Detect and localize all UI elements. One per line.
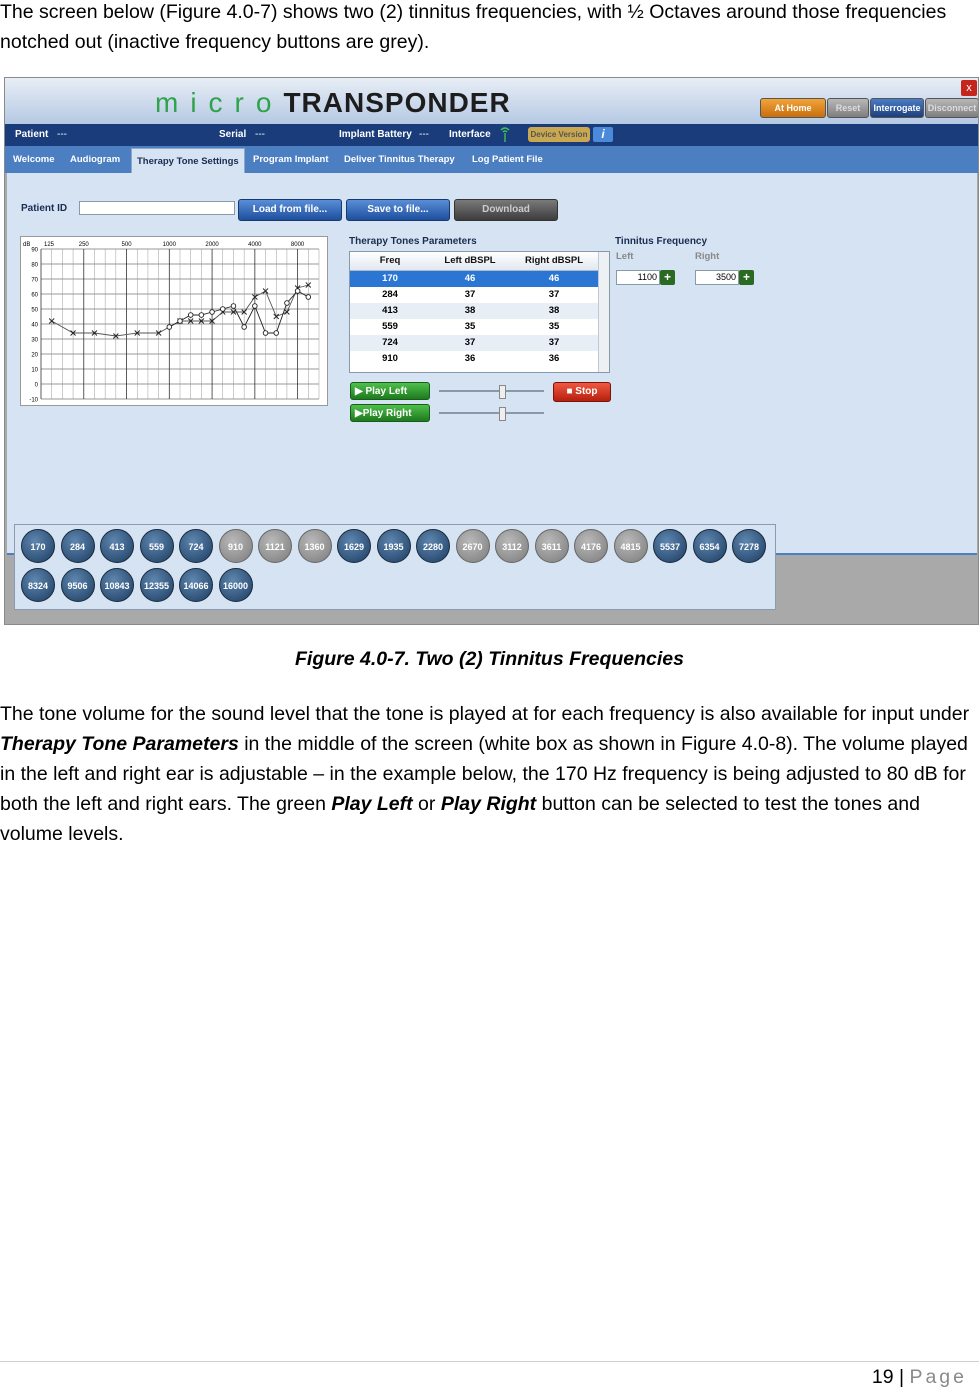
y-tick-label: 70 bbox=[31, 277, 38, 284]
x-tick-label: 4000 bbox=[248, 242, 262, 248]
y-axis-label: dB bbox=[23, 242, 31, 248]
x-tick-label: 8000 bbox=[290, 242, 305, 248]
freq-button-3611[interactable]: 3611 bbox=[535, 529, 569, 563]
disconnect-button[interactable]: Disconnect bbox=[925, 98, 979, 118]
page-number: 19 bbox=[871, 1366, 894, 1388]
body-text-1: The tone volume for the sound level that the tone is played at for each frequency is also available for input under bbox=[0, 703, 970, 725]
add-left-button[interactable]: + bbox=[660, 270, 675, 285]
data-point-o bbox=[253, 304, 258, 309]
stop-label: Stop bbox=[575, 386, 598, 397]
header-left-dbspl[interactable]: Left dBSPL bbox=[444, 255, 496, 266]
data-point-o bbox=[285, 301, 290, 306]
logo-transponder: TRANSPONDER bbox=[283, 87, 511, 118]
cell-freq: 284 bbox=[382, 289, 398, 300]
y-tick-label: 40 bbox=[31, 322, 38, 329]
footer-rule bbox=[0, 1361, 979, 1362]
freq-button-4176[interactable]: 4176 bbox=[574, 529, 608, 563]
save-to-file-button[interactable]: Save to file... bbox=[346, 199, 450, 221]
table-row[interactable] bbox=[350, 335, 598, 351]
data-point-o bbox=[199, 313, 204, 318]
header-right-dbspl[interactable]: Right dBSPL bbox=[524, 255, 584, 266]
table-header bbox=[350, 252, 598, 271]
play-right-label: Play Right bbox=[362, 408, 412, 419]
page-label: Page bbox=[909, 1366, 967, 1388]
table-row[interactable] bbox=[350, 287, 598, 303]
interrogate-button[interactable]: Interrogate bbox=[870, 98, 924, 118]
cell-freq: 170 bbox=[382, 273, 398, 284]
tinnitus-frequency-title: Tinnitus Frequency bbox=[615, 236, 708, 247]
tinnitus-right-input[interactable]: 3500 bbox=[695, 270, 739, 285]
cell-freq: 413 bbox=[382, 305, 398, 316]
y-tick-label: 20 bbox=[31, 352, 38, 359]
body-bold-play-right: Play Right bbox=[440, 793, 537, 815]
data-point-o bbox=[274, 331, 279, 336]
nav-tabs bbox=[5, 146, 978, 173]
freq-button-3112[interactable]: 3112 bbox=[495, 529, 529, 563]
tab-welcome[interactable]: Welcome bbox=[13, 154, 55, 165]
therapy-tones-table bbox=[349, 251, 610, 373]
cell-right[interactable]: 46 bbox=[548, 273, 560, 284]
download-button[interactable]: Download bbox=[454, 199, 558, 221]
x-tick-label: 125 bbox=[43, 242, 55, 248]
tinnitus-left-label: Left bbox=[616, 251, 634, 262]
tinnitus-left-input[interactable]: 1100 bbox=[616, 270, 660, 285]
header-freq[interactable]: Freq bbox=[379, 255, 401, 266]
cell-right[interactable]: 37 bbox=[548, 289, 560, 300]
cell-right[interactable]: 35 bbox=[548, 321, 560, 332]
serial-value: --- bbox=[255, 129, 265, 140]
close-button[interactable]: x bbox=[961, 80, 977, 96]
freq-button-1629[interactable]: 1629 bbox=[337, 529, 371, 563]
therapy-tone-panel bbox=[7, 173, 977, 591]
data-point-o bbox=[220, 307, 225, 312]
freq-button-5537[interactable]: 5537 bbox=[653, 529, 687, 563]
play-right-button[interactable]: ▶Play Right bbox=[350, 404, 430, 422]
data-point-o bbox=[263, 331, 268, 336]
tab-deliver-tinnitus-therapy[interactable]: Deliver Tinnitus Therapy bbox=[344, 154, 455, 165]
page-footer bbox=[872, 1366, 967, 1389]
cell-right[interactable]: 38 bbox=[548, 305, 560, 316]
cell-freq: 559 bbox=[382, 321, 398, 332]
at-home-button[interactable]: At Home bbox=[760, 98, 826, 118]
intro-paragraph: The screen below (Figure 4.0-7) shows two (2) tinnitus frequencies, with ½ Octaves around those frequencies notched out (inactive frequency buttons are grey). bbox=[0, 1, 947, 53]
freq-button-4815[interactable]: 4815 bbox=[614, 529, 648, 563]
data-point-o bbox=[231, 304, 236, 309]
audiogram-svg bbox=[21, 237, 327, 405]
device-version-button[interactable]: Device Version bbox=[528, 127, 590, 142]
tab-program-implant[interactable]: Program Implant bbox=[253, 154, 329, 165]
battery-label: Implant Battery bbox=[339, 129, 412, 140]
freq-button-16000[interactable]: 16000 bbox=[219, 568, 253, 602]
body-text-2: in the middle of the screen (white box as shown in Figure 4.0-8). The volume played in the left and right ear is adjustable – in the example below, the 170 Hz frequency is being adjusted to 80 dB for both the left and right ears. The green bbox=[0, 733, 968, 815]
freq-button-910[interactable]: 910 bbox=[219, 529, 253, 563]
y-tick-label: 60 bbox=[31, 292, 38, 299]
serial-label: Serial bbox=[219, 129, 247, 140]
frequency-buttons-panel bbox=[14, 524, 776, 610]
y-tick-label: -10 bbox=[29, 397, 38, 404]
freq-button-724[interactable]: 724 bbox=[179, 529, 213, 563]
data-point-o bbox=[167, 325, 172, 330]
left-volume-slider[interactable] bbox=[439, 390, 544, 392]
x-tick-label: 500 bbox=[121, 242, 132, 248]
therapy-tones-parameters-title: Therapy Tones Parameters bbox=[349, 236, 477, 247]
left-slider-thumb[interactable] bbox=[499, 385, 506, 399]
table-row[interactable] bbox=[350, 351, 598, 367]
x-tick-label: 250 bbox=[78, 242, 89, 248]
cell-left[interactable]: 37 bbox=[464, 289, 476, 300]
cell-left[interactable]: 36 bbox=[464, 353, 476, 364]
freq-button-284[interactable]: 284 bbox=[61, 529, 95, 563]
right-slider-thumb[interactable] bbox=[499, 407, 506, 421]
freq-button-7278[interactable]: 7278 bbox=[732, 529, 766, 563]
battery-value: --- bbox=[419, 129, 429, 140]
freq-button-9506[interactable]: 9506 bbox=[61, 568, 95, 602]
body-text-3: or bbox=[412, 793, 441, 815]
status-bar bbox=[5, 124, 978, 146]
body-text-4: button can be selected to test the tones and volume levels. bbox=[0, 793, 920, 845]
audiogram-chart bbox=[20, 236, 328, 406]
patient-id-input[interactable] bbox=[79, 201, 235, 215]
patient-id-label: Patient ID bbox=[21, 203, 68, 214]
freq-button-1360[interactable]: 1360 bbox=[298, 529, 332, 563]
patient-label: Patient bbox=[15, 129, 49, 140]
app-header bbox=[5, 78, 978, 124]
cell-freq: 724 bbox=[382, 337, 398, 348]
cell-left[interactable]: 37 bbox=[464, 337, 476, 348]
tab-audiogram[interactable]: Audiogram bbox=[70, 154, 121, 165]
cell-freq: 910 bbox=[382, 353, 398, 364]
data-point-o bbox=[188, 313, 193, 318]
cell-right[interactable]: 37 bbox=[548, 337, 560, 348]
y-tick-label: 80 bbox=[31, 262, 38, 269]
tinnitus-right-label: Right bbox=[695, 251, 720, 262]
patient-value: --- bbox=[57, 129, 67, 140]
freq-button-8324[interactable]: 8324 bbox=[21, 568, 55, 602]
body-bold-therapy-tone-parameters: Therapy Tone Parameters bbox=[0, 733, 239, 755]
software-screenshot bbox=[4, 77, 979, 625]
x-tick-label: 1000 bbox=[162, 242, 176, 248]
cell-right[interactable]: 36 bbox=[548, 353, 560, 364]
play-left-button[interactable]: ▶ Play Left bbox=[350, 382, 430, 400]
freq-button-2280[interactable]: 2280 bbox=[416, 529, 450, 563]
play-left-label: Play Left bbox=[365, 386, 408, 397]
cell-left[interactable]: 38 bbox=[464, 305, 476, 316]
freq-button-170[interactable]: 170 bbox=[21, 529, 55, 563]
y-tick-label: 90 bbox=[31, 247, 38, 254]
interface-label: Interface bbox=[449, 129, 491, 140]
reset-button[interactable]: Reset bbox=[827, 98, 869, 118]
freq-button-14066[interactable]: 14066 bbox=[179, 568, 213, 602]
x-tick-label: 2000 bbox=[205, 242, 219, 248]
right-volume-slider[interactable] bbox=[439, 412, 544, 414]
freq-button-10843[interactable]: 10843 bbox=[100, 568, 134, 602]
y-tick-label: 30 bbox=[31, 337, 38, 344]
freq-button-2670[interactable]: 2670 bbox=[456, 529, 490, 563]
body-paragraph bbox=[0, 699, 975, 849]
freq-button-6354[interactable]: 6354 bbox=[693, 529, 727, 563]
table-row[interactable] bbox=[350, 303, 598, 319]
freq-button-413[interactable]: 413 bbox=[100, 529, 134, 563]
data-point-o bbox=[306, 295, 311, 300]
load-from-file-button[interactable]: Load from file... bbox=[238, 199, 342, 221]
body-bold-play-left: Play Left bbox=[331, 793, 413, 815]
data-point-o bbox=[242, 325, 247, 330]
cell-left[interactable]: 35 bbox=[464, 321, 476, 332]
logo-micro: micro bbox=[155, 87, 284, 118]
table-row[interactable] bbox=[350, 319, 598, 335]
table-row[interactable] bbox=[350, 271, 598, 287]
cell-left[interactable]: 46 bbox=[464, 273, 476, 284]
figure-caption: Figure 4.0-7. Two (2) Tinnitus Frequencies bbox=[295, 648, 684, 670]
freq-button-559[interactable]: 559 bbox=[140, 529, 174, 563]
y-tick-label: 50 bbox=[31, 307, 38, 314]
page-sep: | bbox=[893, 1366, 910, 1388]
freq-button-1935[interactable]: 1935 bbox=[377, 529, 411, 563]
add-right-button[interactable]: + bbox=[739, 270, 754, 285]
stop-button[interactable]: ■ Stop bbox=[553, 382, 611, 402]
app-logo bbox=[155, 87, 511, 119]
tab-therapy-tone-settings[interactable]: Therapy Tone Settings bbox=[131, 148, 245, 174]
data-point-o bbox=[178, 319, 183, 324]
freq-button-12355[interactable]: 12355 bbox=[140, 568, 174, 602]
freq-button-1121[interactable]: 1121 bbox=[258, 529, 292, 563]
tab-log-patient-file[interactable]: Log Patient File bbox=[472, 154, 543, 165]
table-scrollbar[interactable] bbox=[598, 252, 609, 372]
info-icon[interactable]: i bbox=[593, 127, 613, 142]
antenna-icon bbox=[500, 126, 510, 142]
y-tick-label: 10 bbox=[31, 367, 38, 374]
data-point-o bbox=[295, 289, 300, 294]
y-tick-label: 0 bbox=[34, 382, 38, 389]
data-point-o bbox=[210, 310, 215, 315]
